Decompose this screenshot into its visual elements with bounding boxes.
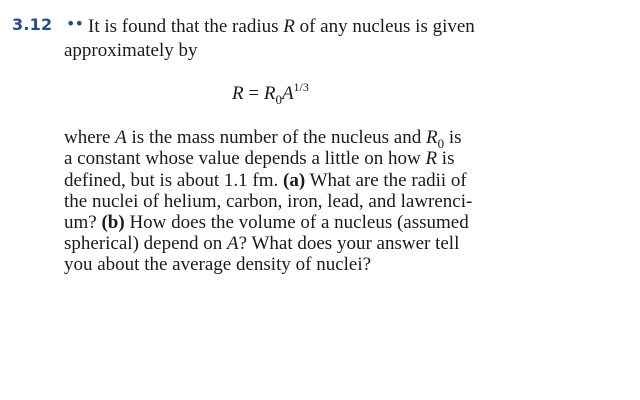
problem-text-line-3: where A is the mass number of the nucleus and $R_0$ is [64,127,462,151]
problem-text-line-4: a constant whose value depends a little on how R is [64,148,455,169]
problem-number: 3.12 [12,15,53,34]
problem-text-line-2: approximately by [64,40,198,61]
difficulty-dots: •• [66,14,83,33]
problem-text-line-8: spherical) depend on A? What does your answer tell [64,233,460,254]
part-b-label: (b) [101,212,125,233]
part-a-label: (a) [283,170,306,191]
problem-text-line-7: um? (b) How does the volume of a nucleus (assumed [64,212,469,233]
problem-text-line-5: defined, but is about 1.1 fm. (a) What are the radii of [64,170,467,191]
problem-text-line-6: the nuclei of helium, carbon, iron, lead, and lawrenci- [64,191,473,212]
radius-equation: $R = R_0A^{1/3}$ [232,80,309,107]
problem-text-line-1: It is found that the radius R of any nucleus is given [88,16,475,37]
problem-text-line-9: you about the average density of nuclei? [64,254,372,275]
